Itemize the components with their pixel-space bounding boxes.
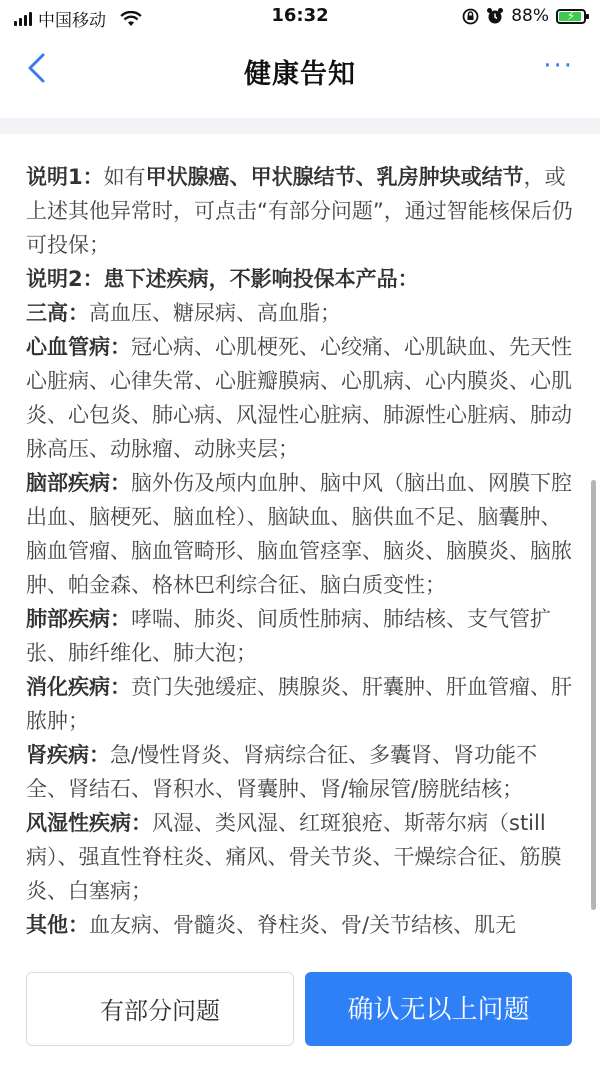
section-kidney [26, 738, 574, 806]
section-label: 脑部疾病： [26, 471, 131, 495]
health-notice-content [26, 160, 574, 948]
note-1-rest: ，或上述其他异常时，可点击“有部分问题”，通过智能核保后仍可投保； [26, 165, 573, 257]
section-text: 冠心病、心肌梗死、心绞痛、心肌缺血、先天性心脏病、心律失常、心脏瓣膜病、心肌病、心内膜炎、心肌炎、心包炎、肺心病、风湿性心脏病、肺源性心脏病、肺动脉高压、动脉瘤、动脉夹层； [26, 335, 572, 461]
carrier-name: 中国移动 [38, 11, 106, 31]
bottom-action-bar [0, 948, 600, 1067]
nav-bar [0, 34, 600, 102]
battery-percent: 88% [511, 6, 549, 26]
section-sanGao [26, 296, 574, 330]
section-text: 贲门失弛缓症、胰腺炎、肝囊肿、肝血管瘤、肝脓肿； [26, 675, 572, 733]
section-lung [26, 602, 574, 670]
status-bar [0, 0, 600, 34]
note-1-label: 说明1： [26, 165, 104, 189]
note-1-highlight: 甲状腺癌、甲状腺结节、乳房肿块或结节 [145, 165, 524, 189]
section-divider [0, 118, 600, 134]
section-label: 心血管病： [26, 335, 131, 359]
section-label: 消化疾病： [26, 675, 131, 699]
confirm-no-issue-button[interactable]: 确认无以上问题 [305, 972, 572, 1046]
lock-rotation-icon [462, 8, 479, 25]
section-label: 风湿性疾病： [26, 811, 152, 835]
section-brain [26, 466, 574, 602]
section-text: 风湿、类风湿、红斑狼疮、斯蒂尔病（still病）、强直性脊柱炎、痛风、骨关节炎、干燥综合征、筋膜炎、白塞病； [26, 811, 562, 903]
page-title: 健康告知 [244, 59, 356, 90]
section-text: 高血压、糖尿病、高血脂； [89, 301, 341, 325]
scrollbar[interactable] [591, 480, 596, 910]
section-label: 肺部疾病： [26, 607, 131, 631]
note-2: 说明2：患下述疾病，不影响投保本产品： [26, 267, 419, 291]
section-cardiovascular [26, 330, 574, 466]
section-text: 哮喘、肺炎、间质性肺病、肺结核、支气管扩张、肺纤维化、肺大泡； [26, 607, 551, 665]
battery-charging-icon: ⚡ [556, 9, 586, 24]
section-label: 肾疾病： [26, 743, 110, 767]
section-rheumatic [26, 806, 574, 908]
more-dots-icon[interactable]: ··· [543, 51, 574, 81]
partial-issue-button[interactable]: 有部分问题 [26, 972, 294, 1046]
note-1-pre: 如有 [103, 165, 146, 189]
section-digestive [26, 670, 574, 738]
section-label: 三高： [26, 301, 89, 325]
section-text: 急/慢性肾炎、肾病综合征、多囊肾、肾功能不全、肾结石、肾积水、肾囊肿、肾/输尿管/膀胱结核； [26, 743, 538, 801]
alarm-icon [486, 7, 504, 25]
note-1 [26, 160, 574, 262]
status-right [462, 6, 586, 26]
section-text: 脑外伤及颅内血肿、脑中风（脑出血、网膜下腔出血、脑梗死、脑血栓）、脑缺血、脑供血不足、脑囊肿、脑血管瘤、脑血管畸形、脑血管痉挛、脑炎、脑膜炎、脑脓肿、帕金森、格林巴利综合征、脑白质变性； [26, 471, 572, 597]
section-text: 血友病、骨髓炎、脊柱炎、骨/关节结核、肌无 [89, 913, 517, 937]
section-label: 其他： [26, 913, 89, 937]
status-time: 16:32 [271, 5, 329, 26]
section-other [26, 908, 574, 942]
